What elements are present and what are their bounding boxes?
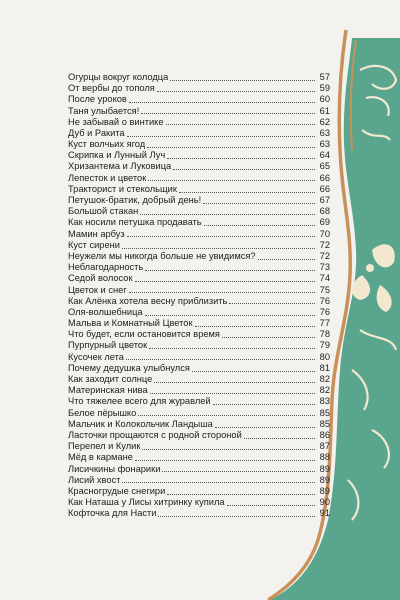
toc-leader-dots — [158, 516, 315, 517]
toc-entry-page-number: 77 — [319, 318, 330, 329]
toc-entry — [68, 128, 330, 139]
toc-entry — [68, 452, 330, 463]
toc-entry-page-number: 89 — [319, 463, 330, 474]
toc-leader-dots — [138, 415, 315, 416]
toc-leader-dots — [244, 438, 315, 439]
toc-entry-page-number: 72 — [319, 250, 330, 261]
toc-entry — [68, 363, 330, 374]
toc-entry — [68, 162, 330, 173]
toc-leader-dots — [157, 91, 315, 92]
toc-leader-dots — [135, 460, 315, 461]
toc-entry-title: Пурпурный цветок — [68, 340, 148, 351]
toc-leader-dots — [222, 337, 315, 338]
toc-entry-title: Мальва и Комнатный Цветок — [68, 318, 193, 329]
toc-entry-page-number: 81 — [319, 362, 330, 373]
toc-entry — [68, 106, 330, 117]
toc-entry — [68, 508, 330, 519]
toc-entry — [68, 195, 330, 206]
toc-entry-page-number: 82 — [319, 374, 330, 385]
toc-leader-dots — [150, 393, 315, 394]
toc-entry-page-number: 70 — [319, 228, 330, 239]
toc-leader-dots — [203, 203, 315, 204]
toc-entry — [68, 229, 330, 240]
toc-leader-dots — [141, 113, 315, 114]
toc-entry-title: Как Наташа у Лисы хитринку купила — [68, 497, 225, 508]
toc-leader-dots — [166, 124, 315, 125]
toc-leader-dots — [127, 236, 315, 237]
toc-leader-dots — [140, 214, 315, 215]
toc-entry-page-number: 85 — [319, 418, 330, 429]
toc-entry-title: Почему дедушка улыбнулся — [68, 362, 190, 373]
toc-entry-page-number: 76 — [319, 306, 330, 317]
toc-entry — [68, 262, 330, 273]
toc-entry-page-number: 87 — [319, 441, 330, 452]
toc-entry-title: Материнская нива — [68, 385, 148, 396]
toc-entry — [68, 329, 330, 340]
toc-entry-title: Как заходит солнце — [68, 374, 153, 385]
table-of-contents — [68, 72, 330, 520]
toc-entry-title: Перепел и Кулик — [68, 441, 141, 452]
toc-entry-title: Тракторист и стекольщик — [68, 183, 177, 194]
toc-entry-page-number: 67 — [319, 195, 330, 206]
toc-entry-title: Скрипка и Лунный Луч — [68, 150, 166, 161]
toc-entry-page-number: 61 — [319, 105, 330, 116]
toc-entry-title: Кофточка для Насти — [68, 508, 157, 519]
toc-entry — [68, 307, 330, 318]
toc-entry-title: Мёд в кармане — [68, 452, 133, 463]
toc-entry-page-number: 66 — [319, 172, 330, 183]
toc-entry-title: Не забывай о винтике — [68, 116, 164, 127]
toc-leader-dots — [258, 259, 315, 260]
toc-entry — [68, 94, 330, 105]
toc-leader-dots — [122, 482, 315, 483]
toc-leader-dots — [213, 404, 315, 405]
toc-entry-title: Хризантема и Луковица — [68, 161, 172, 172]
toc-entry — [68, 285, 330, 296]
toc-entry — [68, 430, 330, 441]
toc-leader-dots — [170, 80, 315, 81]
toc-leader-dots — [122, 248, 315, 249]
toc-entry-page-number: 65 — [319, 161, 330, 172]
toc-entry — [68, 318, 330, 329]
toc-entry-page-number: 83 — [319, 396, 330, 407]
toc-entry — [68, 374, 330, 385]
toc-entry-title: Мамин арбуз — [68, 228, 125, 239]
toc-entry-page-number: 63 — [319, 127, 330, 138]
toc-entry-title: Петушок-братик, добрый день! — [68, 195, 202, 206]
toc-entry-title: Огурцы вокруг колодца — [68, 71, 169, 82]
toc-entry — [68, 475, 330, 486]
toc-entry-page-number: 73 — [319, 262, 330, 273]
toc-entry — [68, 464, 330, 475]
toc-leader-dots — [142, 449, 315, 450]
toc-entry — [68, 173, 330, 184]
toc-entry — [68, 139, 330, 150]
toc-leader-dots — [195, 326, 315, 327]
toc-entry — [68, 396, 330, 407]
toc-entry-title: Неужели мы никогда больше не увидимся? — [68, 250, 256, 261]
toc-entry-page-number: 75 — [319, 284, 330, 295]
toc-leader-dots — [167, 158, 315, 159]
toc-leader-dots — [147, 147, 315, 148]
toc-entry-page-number: 76 — [319, 295, 330, 306]
toc-leader-dots — [126, 359, 315, 360]
toc-entry — [68, 72, 330, 83]
toc-entry — [68, 117, 330, 128]
toc-entry — [68, 206, 330, 217]
toc-leader-dots — [127, 136, 315, 137]
toc-leader-dots — [162, 471, 315, 472]
toc-entry-page-number: 90 — [319, 497, 330, 508]
toc-entry-page-number: 66 — [319, 183, 330, 194]
toc-entry — [68, 341, 330, 352]
toc-entry-title: Кусочек лета — [68, 351, 124, 362]
toc-entry-page-number: 63 — [319, 139, 330, 150]
toc-entry-title: Что тяжелее всего для журавлей — [68, 396, 211, 407]
toc-entry-title: Красногрудые снегири — [68, 485, 166, 496]
toc-entry — [68, 184, 330, 195]
toc-entry-title: От вербы до тополя — [68, 83, 155, 94]
toc-entry-page-number: 72 — [319, 239, 330, 250]
toc-entry-page-number: 88 — [319, 452, 330, 463]
toc-leader-dots — [227, 505, 315, 506]
toc-entry-page-number: 64 — [319, 150, 330, 161]
toc-entry-page-number: 86 — [319, 429, 330, 440]
toc-leader-dots — [135, 281, 315, 282]
toc-entry-page-number: 80 — [319, 351, 330, 362]
toc-entry-title: Как Алёнка хотела весну приблизить — [68, 295, 228, 306]
toc-entry-page-number: 57 — [319, 71, 330, 82]
toc-entry-title: Ласточки прощаются с родной стороной — [68, 429, 242, 440]
toc-leader-dots — [229, 303, 315, 304]
toc-entry-page-number: 59 — [319, 83, 330, 94]
toc-entry-page-number: 79 — [319, 340, 330, 351]
toc-leader-dots — [145, 270, 315, 271]
toc-entry-title: После уроков — [68, 94, 127, 105]
toc-entry-page-number: 69 — [319, 217, 330, 228]
toc-entry — [68, 296, 330, 307]
toc-leader-dots — [129, 102, 315, 103]
toc-entry-title: Седой волосок — [68, 273, 133, 284]
toc-entry-page-number: 68 — [319, 206, 330, 217]
toc-leader-dots — [192, 371, 315, 372]
toc-entry-title: Таня улыбается! — [68, 105, 140, 116]
toc-entry — [68, 385, 330, 396]
toc-entry-title: Цветок и снег — [68, 284, 127, 295]
toc-entry — [68, 441, 330, 452]
toc-entry — [68, 486, 330, 497]
toc-leader-dots — [215, 427, 315, 428]
toc-entry-title: Оля-волшебница — [68, 306, 143, 317]
toc-entry — [68, 273, 330, 284]
toc-entry-page-number: 74 — [319, 273, 330, 284]
toc-entry-page-number: 85 — [319, 407, 330, 418]
toc-entry-page-number: 91 — [319, 508, 330, 519]
toc-entry-title: Неблагодарность — [68, 262, 144, 273]
toc-entry-title: Мальчик и Колокольчик Ландыша — [68, 418, 213, 429]
toc-entry — [68, 251, 330, 262]
toc-entry-title: Куст волчьих ягод — [68, 139, 146, 150]
toc-entry-title: Что будет, если остановится время — [68, 329, 220, 340]
toc-leader-dots — [204, 225, 315, 226]
toc-entry — [68, 217, 330, 228]
toc-entry — [68, 150, 330, 161]
toc-entry-page-number: 82 — [319, 385, 330, 396]
toc-entry-title: Как носили петушка продавать — [68, 217, 202, 228]
toc-entry — [68, 83, 330, 94]
toc-entry-title: Белое пёрышко — [68, 407, 137, 418]
toc-entry — [68, 352, 330, 363]
toc-entry-page-number: 62 — [319, 116, 330, 127]
toc-entry-title: Дуб и Ракита — [68, 127, 125, 138]
toc-entry-title: Лисий хвост — [68, 474, 121, 485]
toc-entry — [68, 419, 330, 430]
toc-entry — [68, 240, 330, 251]
toc-leader-dots — [145, 315, 315, 316]
toc-leader-dots — [129, 292, 315, 293]
toc-entry-page-number: 89 — [319, 474, 330, 485]
toc-leader-dots — [167, 494, 315, 495]
toc-entry — [68, 497, 330, 508]
toc-leader-dots — [149, 348, 315, 349]
toc-entry — [68, 408, 330, 419]
toc-leader-dots — [154, 382, 315, 383]
toc-entry-title: Большой стакан — [68, 206, 139, 217]
toc-entry-title: Лисичкины фонарики — [68, 463, 161, 474]
toc-entry-title: Куст сирени — [68, 239, 120, 250]
toc-leader-dots — [173, 169, 315, 170]
toc-entry-title: Лепесток и цветок — [68, 172, 147, 183]
toc-leader-dots — [148, 180, 315, 181]
toc-entry-page-number: 60 — [319, 94, 330, 105]
toc-leader-dots — [179, 192, 315, 193]
toc-entry-page-number: 78 — [319, 329, 330, 340]
toc-entry-page-number: 89 — [319, 485, 330, 496]
